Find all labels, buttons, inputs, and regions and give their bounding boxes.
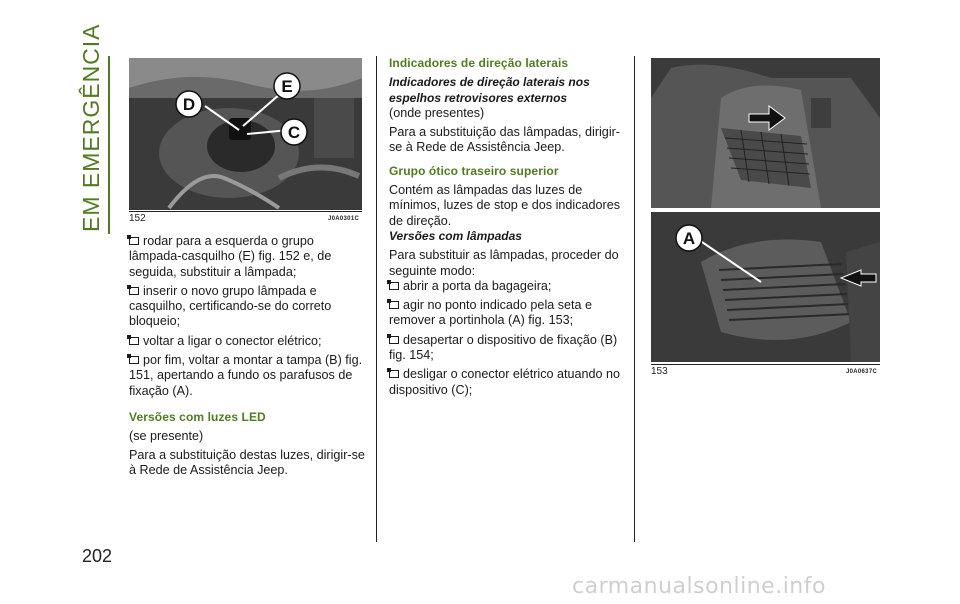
list-item: rodar para a esquerda o grupo lâmpada-casquilho (E) fig. 152 e, de seguida, substituir a lâmpada; — [129, 234, 332, 279]
list-item: desligar o conector elétrico atuando no dispositivo (C); — [389, 367, 621, 397]
trunk-side-photo — [651, 58, 880, 208]
checkbox-bullet-icon — [129, 237, 139, 245]
trunk-panel-photo — [651, 212, 880, 362]
column-1 — [129, 234, 365, 482]
page-number: 202 — [82, 546, 113, 566]
figure-152-image — [129, 58, 362, 210]
checkbox-bullet-icon — [389, 301, 399, 309]
checkbox-bullet-icon — [129, 287, 139, 295]
figure-153-bottom-image — [651, 212, 880, 362]
headlamp-photo — [129, 58, 362, 210]
led-note: (se presente) — [129, 429, 204, 444]
figure-153-code: J0A0637C — [846, 369, 878, 375]
figure-152-number: 152 — [129, 213, 146, 224]
heading-side-indicators: Indicadores de direção laterais — [389, 56, 569, 70]
figure-153-top-image — [651, 58, 880, 208]
list-item: por fim, voltar a montar a tampa (B) fig. 151, apertando a fundo os parafusos de fixação (A). — [129, 353, 363, 398]
checkbox-bullet-icon — [129, 337, 139, 345]
upper-rear-light-text: Contém as lâmpadas das luzes de mínimos, luzes de stop e dos indicadores de direção. — [389, 183, 621, 228]
figure-153-number: 153 — [651, 366, 668, 377]
heading-upper-rear-light: Grupo ótico traseiro superior — [389, 163, 559, 178]
section-title: EM EMERGÊNCIA — [78, 23, 104, 232]
label-c: C — [287, 123, 301, 142]
checkbox-bullet-icon — [389, 370, 399, 378]
where-present-note: (onde presentes) — [389, 105, 485, 120]
heading-mirror-indicators: Indicadores de direção laterais nos espelhos retrovisores externos — [389, 75, 590, 105]
figure-rule — [651, 364, 880, 365]
list-item: desapertar o dispositivo de fixação (B) fig. 154; — [389, 332, 618, 363]
heading-led-versions: Versões com luzes LED — [129, 409, 266, 424]
section-rule — [108, 56, 110, 234]
heading-bulb-versions: Versões com lâmpadas — [389, 228, 522, 243]
checkbox-bullet-icon — [389, 282, 399, 290]
label-d: D — [182, 95, 196, 114]
list-item: voltar a ligar o conector elétrico; — [129, 334, 365, 349]
label-a: A — [682, 229, 696, 248]
figure-152-code: J0A0301C — [328, 216, 360, 222]
list-item: agir no ponto indicado pela seta e remover a portinhola (A) fig. 153; — [389, 298, 593, 328]
checkbox-bullet-icon — [129, 356, 139, 364]
list-item: abrir a porta da bagageira; — [389, 279, 625, 294]
side-indicators-text: Para a substituição das lâmpadas, dirigir-se à Rede de Assistência Jeep. — [389, 125, 620, 155]
checkbox-bullet-icon — [389, 336, 399, 344]
column-2 — [389, 56, 625, 402]
column-divider — [634, 56, 635, 542]
label-e: E — [281, 77, 293, 96]
figure-rule — [129, 211, 362, 212]
list-item: inserir o novo grupo lâmpada e casquilho, certificando-se do correto bloqueio; — [129, 283, 332, 329]
column-divider — [376, 56, 377, 542]
watermark-text: carmanualsonline.info — [572, 574, 826, 599]
led-text: Para a substituição destas luzes, dirigir-se à Rede de Assistência Jeep. — [129, 447, 365, 477]
bulb-versions-text: Para substituir as lâmpadas, proceder do seguinte modo: — [389, 248, 619, 278]
